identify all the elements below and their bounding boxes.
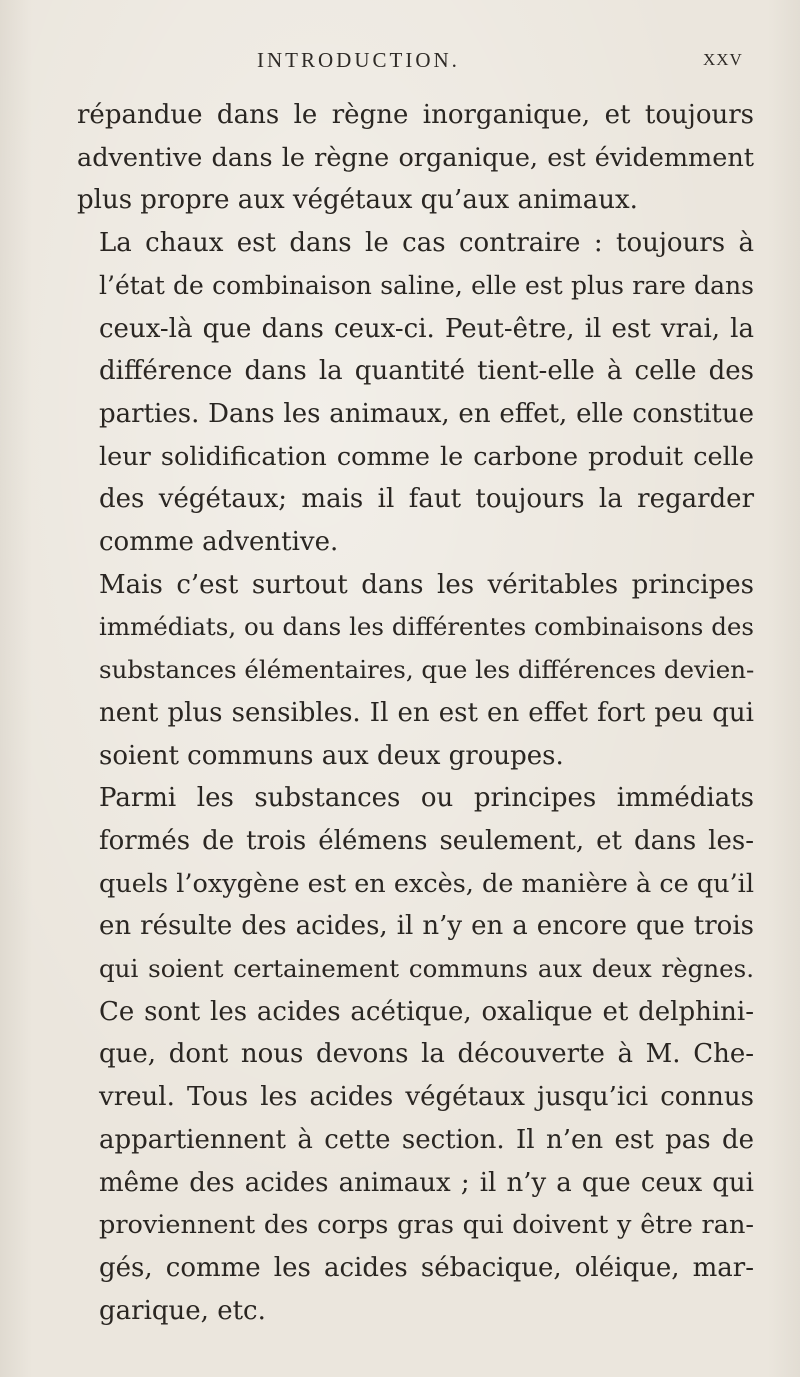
text-line: des végétaux; mais il faut toujours la regarder xyxy=(99,484,754,515)
text-line: Ce sont les acides acétique, oxalique et delphini- xyxy=(99,996,754,1027)
text-line: quels l’oxygène est en excès, de manière à ce qu’il xyxy=(99,868,754,899)
text-line: immédiats, ou dans les différentes combinaisons des xyxy=(99,612,754,642)
text-line: proviennent des corps gras qui doivent y être ran- xyxy=(99,1210,754,1241)
text-line: appartiennent à cette section. Il n’en est pas de xyxy=(99,1124,754,1155)
text-line: substances élémentaires, que les différences devien- xyxy=(99,655,755,685)
text-line: même des acides animaux ; il n’y a que ceux qui xyxy=(99,1167,754,1198)
text-line: ceux-là que dans ceux-ci. Peut-être, il est vrai, la xyxy=(99,313,754,344)
text-line: soient communs aux deux groupes. xyxy=(99,740,564,771)
text-line: l’état de combinaison saline, elle est plus rare dans xyxy=(99,270,754,300)
text-line: parties. Dans les animaux, en effet, elle constitue xyxy=(99,398,754,429)
text-line: Parmi les substances ou principes immédiats xyxy=(99,783,754,814)
text-line: formés de trois élémens seulement, et dans les- xyxy=(99,825,754,856)
text-line: plus propre aux végétaux qu’aux animaux. xyxy=(77,185,638,216)
running-title: INTRODUCTION. xyxy=(257,48,460,72)
text-line: garique, etc. xyxy=(99,1295,266,1326)
paragraph xyxy=(77,564,754,778)
text-line: adventive dans le règne organique, est évidemment xyxy=(77,142,754,173)
text-line: qui soient certainement communs aux deux règnes. xyxy=(99,954,754,984)
text-line: différence dans la quantité tient-elle à celle des xyxy=(99,356,754,387)
text-line: Mais c’est surtout dans les véritables principes xyxy=(99,569,754,600)
text-line: que, dont nous devons la découverte à M. Che- xyxy=(99,1039,754,1070)
text-line: gés, comme les acides sébacique, oléique, mar- xyxy=(99,1252,754,1283)
text-line: en résulte des acides, il n’y en a encore que trois xyxy=(99,911,754,942)
text-line: nent plus sensibles. Il en est en effet fort peu qui xyxy=(99,697,754,728)
text-line: leur solidification comme le carbone produit celle xyxy=(99,441,754,472)
paragraph xyxy=(77,94,754,222)
paragraph xyxy=(77,222,754,564)
text-line: répandue dans le règne inorganique, et toujours xyxy=(77,100,754,130)
page-number: XXV xyxy=(703,50,743,69)
body-text xyxy=(77,94,754,1332)
text-line: comme adventive. xyxy=(99,527,339,558)
paragraph xyxy=(77,777,754,1332)
text-line: vreul. Tous les acides végétaux jusqu’ici connus xyxy=(99,1082,754,1113)
text-line: La chaux est dans le cas contraire : toujours à xyxy=(99,228,754,259)
